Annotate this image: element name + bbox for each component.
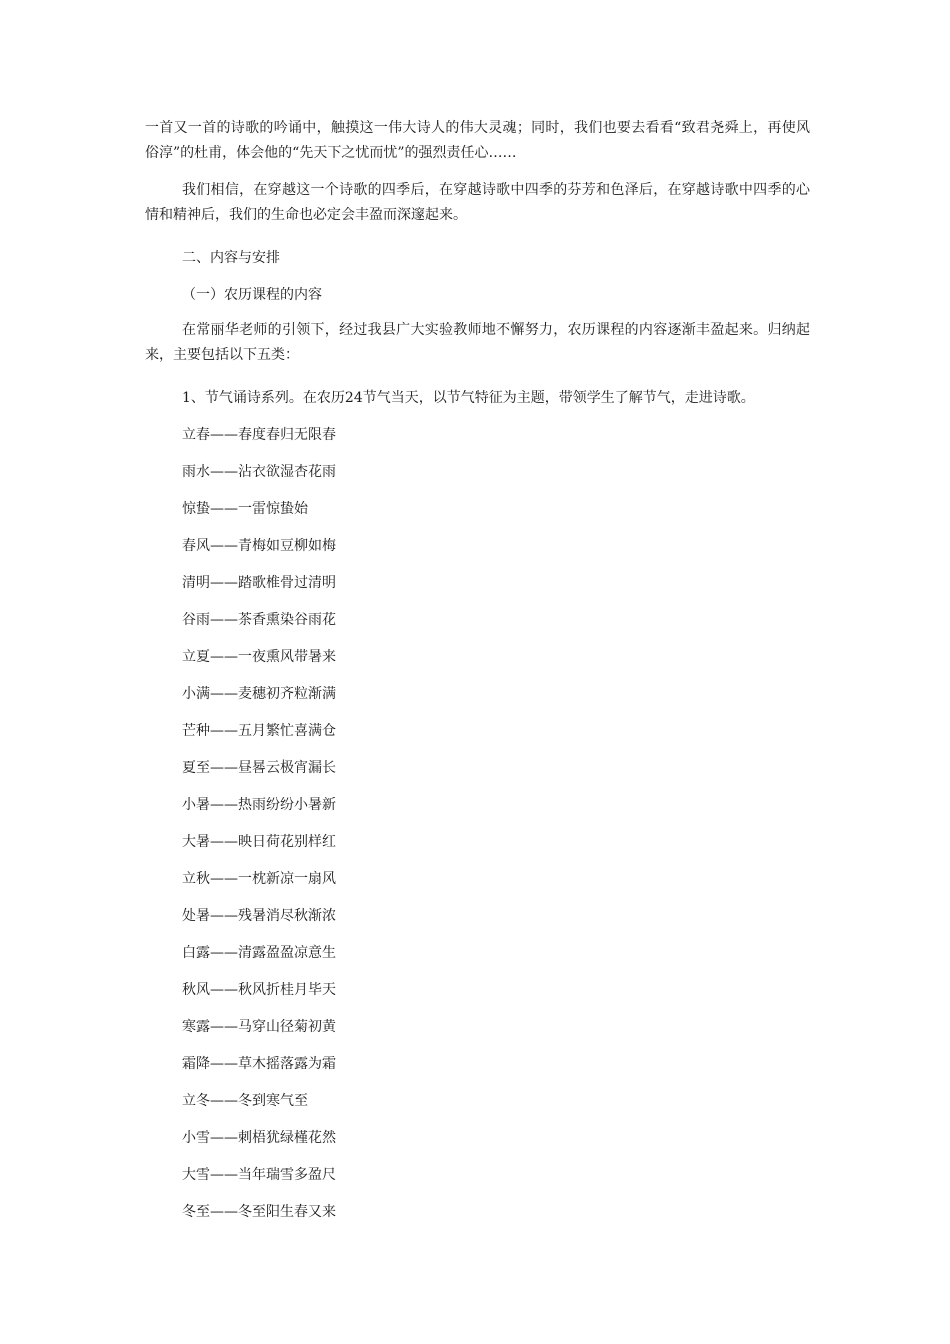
- solar-term-item: 大雪——当年瑞雪多盈尺: [182, 1167, 336, 1183]
- section-heading-content-arrangement: 二、内容与安排: [182, 250, 280, 266]
- solar-term-item: 小满——麦穗初齐粒渐满: [182, 686, 336, 702]
- paragraph-course-content: 在常丽华老师的引领下，经过我县广大实验教师地不懈努力，农历课程的内容逐渐丰盈起来。归纳起来，主要包括以下五类：: [145, 322, 810, 363]
- solar-term-item: 雨水——沾衣欲湿杏花雨: [182, 464, 336, 480]
- solar-term-item: 夏至——昼晷云极宵漏长: [182, 760, 336, 776]
- solar-term-item: 立夏——一夜熏风带暑来: [182, 649, 336, 665]
- solar-term-item: 秋风——秋风折桂月毕天: [182, 982, 336, 998]
- paragraph-du-fu: 一首又一首的诗歌的吟诵中，触摸这一伟大诗人的伟大灵魂；同时，我们也要去看看“致君尧舜上，再使风俗淳”的杜甫，体会他的“先天下之忧而忧”的强烈责任心……: [145, 120, 810, 161]
- solar-term-item: 冬至——冬至阳生春又来: [182, 1204, 336, 1220]
- solar-term-item: 立春——春度春归无限春: [182, 427, 336, 443]
- solar-term-item: 寒露——马穿山径菊初黄: [182, 1019, 336, 1035]
- solar-term-item: 小雪——刺梧犹绿槿花然: [182, 1130, 336, 1146]
- subsection-heading-lunar-course: （一）农历课程的内容: [182, 287, 322, 303]
- solar-term-item: 立秋——一枕新凉一扇风: [182, 871, 336, 887]
- solar-term-item: 小暑——热雨纷纷小暑新: [182, 797, 336, 813]
- paragraph-four-seasons: 我们相信，在穿越这一个诗歌的四季后，在穿越诗歌中四季的芬芳和色泽后，在穿越诗歌中四季的心情和精神后，我们的生命也必定会丰盈而深邃起来。: [145, 182, 810, 223]
- solar-term-item: 清明——踏歌椎骨过清明: [182, 575, 336, 591]
- document-page: [145, 116, 810, 1231]
- solar-term-item: 霜降——草木摇落露为霜: [182, 1056, 336, 1072]
- solar-term-item: 芒种——五月繁忙喜满仓: [182, 723, 336, 739]
- solar-term-item: 处暑——残暑消尽秋渐浓: [182, 908, 336, 924]
- solar-term-item: 惊蛰——一雷惊蛰始: [182, 501, 308, 517]
- solar-term-item: 大暑——映日荷花别样红: [182, 834, 336, 850]
- list-item-solar-term-poetry: 1、节气诵诗系列。在农历24节气当天，以节气特征为主题，带领学生了解节气，走进诗歌。: [182, 390, 755, 406]
- solar-term-item: 白露——清露盈盈凉意生: [182, 945, 336, 961]
- solar-term-item: 立冬——冬到寒气至: [182, 1093, 308, 1109]
- solar-term-list: [145, 417, 810, 1231]
- solar-term-item: 谷雨——茶香熏染谷雨花: [182, 612, 336, 628]
- solar-term-item: 春风——青梅如豆柳如梅: [182, 538, 336, 554]
